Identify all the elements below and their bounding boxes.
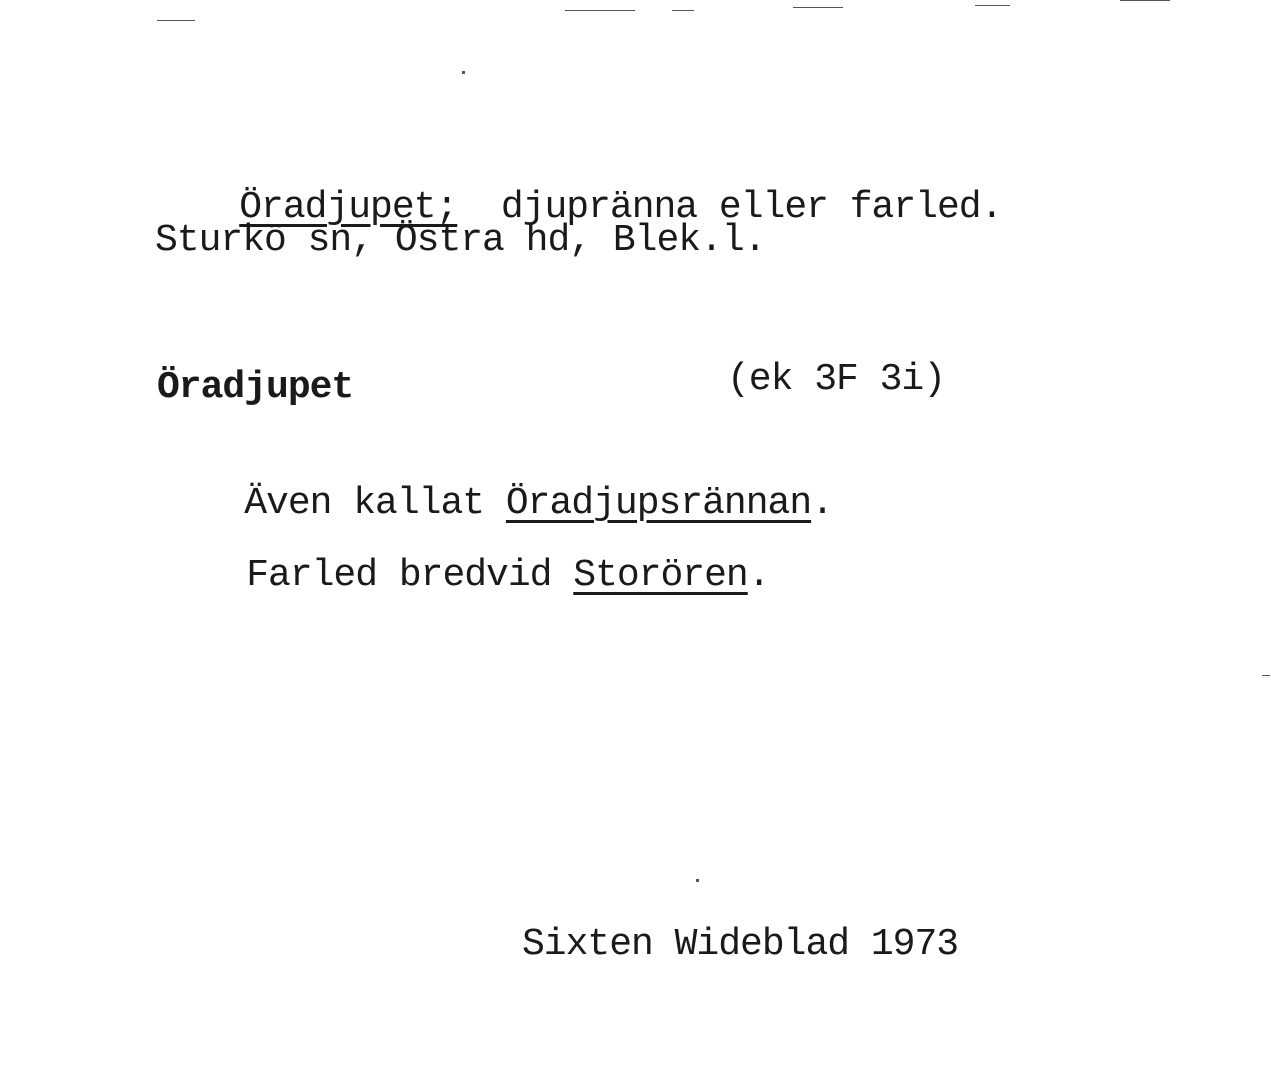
desc-suffix: . bbox=[747, 554, 770, 597]
entry1-headword: Öradjupet; bbox=[239, 186, 458, 229]
scan-mark bbox=[696, 879, 699, 882]
scan-mark bbox=[1120, 0, 1170, 1]
scan-mark bbox=[565, 10, 635, 11]
entry2-reference: (ek 3F 3i) bbox=[727, 358, 946, 401]
scan-mark bbox=[672, 10, 694, 11]
alias-name: Öradjupsrännan bbox=[505, 482, 812, 525]
scan-mark bbox=[1262, 675, 1270, 676]
entry2-description-line bbox=[159, 510, 770, 642]
scan-mark bbox=[462, 71, 465, 74]
alias-suffix: . bbox=[811, 482, 833, 525]
entry1-location: Sturkö sn, Östra hd, Blek.l. bbox=[155, 219, 766, 262]
scan-mark bbox=[157, 20, 195, 21]
scan-mark bbox=[975, 5, 1010, 6]
desc-place: Storören bbox=[573, 554, 748, 597]
entry1-definition: djupränna eller farled. bbox=[500, 186, 1003, 229]
scan-mark bbox=[793, 7, 843, 8]
alias-prefix: Även kallat bbox=[244, 482, 506, 525]
entry2-headword: Öradjupet bbox=[157, 366, 354, 409]
signature: Sixten Wideblad 1973 bbox=[522, 923, 959, 966]
desc-prefix: Farled bredvid bbox=[246, 554, 574, 597]
